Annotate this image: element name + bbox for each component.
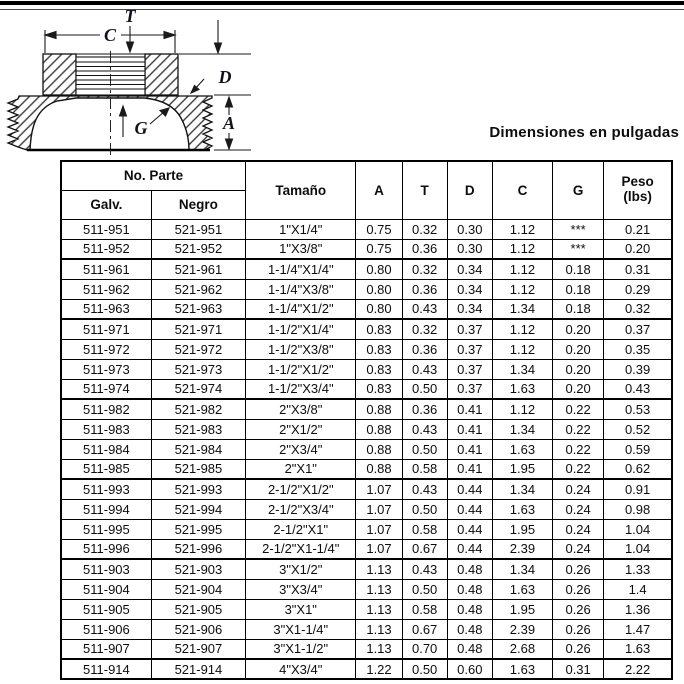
table-cell: 1.34 [492, 419, 552, 439]
table-cell: 1.63 [492, 379, 552, 399]
table-cell: 1.34 [492, 299, 552, 319]
table-cell: 0.18 [553, 259, 604, 279]
table-cell: 1.12 [492, 319, 552, 339]
dim-label-g: G [134, 118, 148, 138]
dim-label-c: C [103, 25, 117, 45]
table-row [61, 499, 672, 519]
table-cell: 0.35 [604, 339, 672, 359]
table-row [61, 279, 672, 299]
table-cell: 0.80 [356, 279, 402, 299]
table-cell: 2-1/2"X3/4" [246, 499, 356, 519]
table-cell: 0.37 [447, 339, 492, 359]
table-cell: 511-903 [61, 559, 151, 579]
table-cell: 0.36 [402, 239, 447, 259]
table-cell: 0.32 [402, 259, 447, 279]
table-cell: 511-995 [61, 519, 151, 539]
table-cell: 0.83 [356, 339, 402, 359]
table-cell: 1.07 [356, 539, 402, 559]
table-cell: 0.36 [402, 279, 447, 299]
table-cell: 521-952 [151, 239, 245, 259]
table-cell: 1.12 [492, 239, 552, 259]
table-row [61, 239, 672, 259]
fitting-upper-left-block [43, 54, 76, 95]
table-cell: 3"X3/4" [246, 579, 356, 599]
table-cell: 0.18 [553, 279, 604, 299]
table-cell: 0.29 [604, 279, 672, 299]
table-cell: 511-994 [61, 499, 151, 519]
table-cell: 521-984 [151, 439, 245, 459]
table-cell: 1.63 [492, 439, 552, 459]
table-cell: 0.75 [356, 239, 402, 259]
table-cell: 511-914 [61, 659, 151, 679]
table-cell: 0.50 [402, 439, 447, 459]
table-cell: 0.83 [356, 379, 402, 399]
table-cell: 1.07 [356, 479, 402, 499]
table-cell: 0.58 [402, 519, 447, 539]
table-cell: 2.39 [492, 619, 552, 639]
table-cell: 0.58 [402, 599, 447, 619]
table-cell: 1.95 [492, 519, 552, 539]
table-cell: 0.62 [604, 459, 672, 479]
table-cell: 0.37 [447, 359, 492, 379]
table-cell: 0.24 [553, 519, 604, 539]
table-cell: 0.50 [402, 379, 447, 399]
table-cell: 1.12 [492, 399, 552, 419]
table-cell: 0.43 [402, 479, 447, 499]
table-cell: 0.32 [402, 219, 447, 239]
dim-label-t: T [124, 7, 136, 26]
table-cell: 2"X1/2" [246, 419, 356, 439]
table-cell: 0.41 [447, 459, 492, 479]
table-cell: 521-951 [151, 219, 245, 239]
table-cell: 0.50 [402, 499, 447, 519]
col-header-t: T [402, 161, 447, 219]
table-cell: 1.12 [492, 219, 552, 239]
table-cell: 511-905 [61, 599, 151, 619]
table-cell: 511-962 [61, 279, 151, 299]
table-cell: 0.37 [604, 319, 672, 339]
table-cell: 0.48 [447, 599, 492, 619]
table-cell: 521-983 [151, 419, 245, 439]
table-cell: 1.13 [356, 579, 402, 599]
table-cell: 0.98 [604, 499, 672, 519]
table-cell: 1-1/4"X1/4" [246, 259, 356, 279]
table-cell: 1-1/2"X1/2" [246, 359, 356, 379]
table-cell: 0.18 [553, 299, 604, 319]
table-cell: 0.44 [447, 499, 492, 519]
table-cell: 1-1/4"X1/2" [246, 299, 356, 319]
dimensions-table [60, 160, 673, 680]
fitting-upper-right-block [145, 54, 178, 95]
table-cell: 0.52 [604, 419, 672, 439]
table-cell: 0.43 [402, 419, 447, 439]
table-cell: 1.34 [492, 359, 552, 379]
table-cell: 521-914 [151, 659, 245, 679]
col-header-tamano: Tamaño [246, 161, 356, 219]
table-cell: 1.95 [492, 459, 552, 479]
table-cell: 0.43 [402, 299, 447, 319]
table-cell: 0.22 [553, 419, 604, 439]
table-row [61, 539, 672, 559]
table-cell: 0.41 [447, 419, 492, 439]
table-cell: 0.26 [553, 599, 604, 619]
table-cell: 1.4 [604, 579, 672, 599]
table-cell: 511-972 [61, 339, 151, 359]
table-cell: 0.36 [402, 339, 447, 359]
table-cell: 0.34 [447, 279, 492, 299]
col-header-a: A [356, 161, 402, 219]
table-cell: 0.44 [447, 519, 492, 539]
table-cell: 521-972 [151, 339, 245, 359]
table-cell: 0.80 [356, 299, 402, 319]
table-cell: 521-996 [151, 539, 245, 559]
col-header-g: G [553, 161, 604, 219]
table-cell: 0.88 [356, 459, 402, 479]
table-cell: 521-974 [151, 379, 245, 399]
table-cell: 0.88 [356, 399, 402, 419]
table-row [61, 259, 672, 279]
table-header [61, 161, 672, 219]
table-cell: 2-1/2"X1-1/4" [246, 539, 356, 559]
table-cell: 521-973 [151, 359, 245, 379]
table-cell: 1.04 [604, 539, 672, 559]
table-row [61, 219, 672, 239]
table-cell: 0.26 [553, 559, 604, 579]
table-cell: 0.88 [356, 419, 402, 439]
table-cell: 511-973 [61, 359, 151, 379]
table-cell: 0.26 [553, 639, 604, 659]
table-cell: 521-993 [151, 479, 245, 499]
table-cell: 2.68 [492, 639, 552, 659]
table-cell: 1.34 [492, 559, 552, 579]
col-header-c: C [492, 161, 552, 219]
table-cell: 0.30 [447, 239, 492, 259]
table-cell: 1.07 [356, 499, 402, 519]
table-cell: 2"X3/4" [246, 439, 356, 459]
table-cell: 521-905 [151, 599, 245, 619]
table-cell: 0.30 [447, 219, 492, 239]
table-cell: 0.43 [604, 379, 672, 399]
table-cell: 1.13 [356, 619, 402, 639]
table-cell: 1-1/2"X3/4" [246, 379, 356, 399]
units-caption: Dimensiones en pulgadas [489, 124, 679, 141]
table-cell: 0.91 [604, 479, 672, 499]
table-cell: 1.33 [604, 559, 672, 579]
table-cell: 0.75 [356, 219, 402, 239]
table-row [61, 319, 672, 339]
table-cell: 521-963 [151, 299, 245, 319]
table-cell: 521-982 [151, 399, 245, 419]
table-cell: 1.36 [604, 599, 672, 619]
dim-label-a: A [222, 113, 236, 133]
table-cell: 511-906 [61, 619, 151, 639]
table-row [61, 339, 672, 359]
table-cell: 3"X1-1/4" [246, 619, 356, 639]
table-cell: 0.31 [553, 659, 604, 679]
table-cell: 1.04 [604, 519, 672, 539]
table-cell: 0.34 [447, 259, 492, 279]
table-cell: 1.34 [492, 479, 552, 499]
table-cell: 521-903 [151, 559, 245, 579]
table-cell: 511-961 [61, 259, 151, 279]
table-row [61, 559, 672, 579]
top-rule-thick [0, 1, 684, 5]
table-cell: 1-1/2"X1/4" [246, 319, 356, 339]
col-header-no-parte: No. Parte [61, 161, 246, 190]
table-cell: 0.20 [604, 239, 672, 259]
table-cell: 0.44 [447, 479, 492, 499]
table-cell: 0.43 [402, 359, 447, 379]
table-cell: 511-904 [61, 579, 151, 599]
table-row [61, 459, 672, 479]
table-cell: 0.31 [604, 259, 672, 279]
table-cell: 1.13 [356, 559, 402, 579]
table-cell: 0.88 [356, 439, 402, 459]
table-cell: 0.21 [604, 219, 672, 239]
table-cell: 0.32 [604, 299, 672, 319]
table-cell: 4"X3/4" [246, 659, 356, 679]
col-header-galv: Galv. [61, 190, 151, 219]
table-cell: 0.48 [447, 559, 492, 579]
table-cell: 0.50 [402, 659, 447, 679]
table-cell: 511-982 [61, 399, 151, 419]
table-cell: 0.36 [402, 399, 447, 419]
table-cell: 1.12 [492, 259, 552, 279]
table-cell: 0.37 [447, 379, 492, 399]
table-cell: 1.95 [492, 599, 552, 619]
table-cell: 0.67 [402, 539, 447, 559]
table-cell: 0.20 [553, 339, 604, 359]
table-cell: 0.70 [402, 639, 447, 659]
table-cell: 1.63 [604, 639, 672, 659]
table-cell: 521-971 [151, 319, 245, 339]
table-cell: 0.53 [604, 399, 672, 419]
table-cell: 0.26 [553, 579, 604, 599]
table-cell: 0.41 [447, 399, 492, 419]
table-cell: 521-906 [151, 619, 245, 639]
table-row [61, 359, 672, 379]
table-cell: 0.32 [402, 319, 447, 339]
table-row [61, 639, 672, 659]
table-cell: 1.47 [604, 619, 672, 639]
fitting-diagram [5, 7, 255, 159]
table-cell: 0.22 [553, 439, 604, 459]
table-cell: 1-1/4"X3/8" [246, 279, 356, 299]
table-cell: 1.13 [356, 599, 402, 619]
table-cell: 0.80 [356, 259, 402, 279]
table-cell: 1.63 [492, 579, 552, 599]
table-cell: 521-962 [151, 279, 245, 299]
table-cell: 3"X1" [246, 599, 356, 619]
table-cell: 511-984 [61, 439, 151, 459]
table-cell: 2-1/2"X1" [246, 519, 356, 539]
table-cell: 2-1/2"X1/2" [246, 479, 356, 499]
table-cell: 0.43 [402, 559, 447, 579]
table-cell: 511-971 [61, 319, 151, 339]
table-row [61, 579, 672, 599]
col-header-peso-line2: (lbs) [623, 189, 652, 205]
table-cell: 0.26 [553, 619, 604, 639]
table-cell: 0.20 [553, 359, 604, 379]
table-cell: 0.39 [604, 359, 672, 379]
table-row [61, 619, 672, 639]
table-cell: 2"X3/8" [246, 399, 356, 419]
table-cell: 521-994 [151, 499, 245, 519]
table-cell: 0.50 [402, 579, 447, 599]
table-cell: 0.60 [447, 659, 492, 679]
table-cell: 511-951 [61, 219, 151, 239]
table-row [61, 299, 672, 319]
table-cell: 521-904 [151, 579, 245, 599]
table-cell: 521-961 [151, 259, 245, 279]
fitting-diagram-svg [5, 7, 255, 159]
table-cell: 1.22 [356, 659, 402, 679]
table-cell: 0.22 [553, 459, 604, 479]
table-cell: 511-907 [61, 639, 151, 659]
col-header-d: D [447, 161, 492, 219]
table-cell: 511-983 [61, 419, 151, 439]
table-cell: 521-995 [151, 519, 245, 539]
table-cell: 0.59 [604, 439, 672, 459]
table-cell: 0.48 [447, 619, 492, 639]
table-body [61, 219, 672, 679]
table-cell: 2.39 [492, 539, 552, 559]
table-cell: 0.24 [553, 539, 604, 559]
table-cell: 0.20 [553, 379, 604, 399]
table-cell: 1.12 [492, 279, 552, 299]
table-cell: 0.83 [356, 359, 402, 379]
table-cell: 0.48 [447, 639, 492, 659]
col-header-peso [604, 161, 672, 219]
table-row [61, 519, 672, 539]
table-cell: 0.34 [447, 299, 492, 319]
table-cell: *** [553, 239, 604, 259]
table-cell: 0.24 [553, 479, 604, 499]
table-cell: 511-974 [61, 379, 151, 399]
table-cell: 1.13 [356, 639, 402, 659]
table-cell: *** [553, 219, 604, 239]
table-cell: 521-907 [151, 639, 245, 659]
table-cell: 0.20 [553, 319, 604, 339]
table-row [61, 479, 672, 499]
table-cell: 511-985 [61, 459, 151, 479]
table-cell: 511-993 [61, 479, 151, 499]
table-cell: 0.58 [402, 459, 447, 479]
table-row [61, 599, 672, 619]
table-cell: 1"X3/8" [246, 239, 356, 259]
table-cell: 511-996 [61, 539, 151, 559]
table-cell: 2"X1" [246, 459, 356, 479]
table-row [61, 399, 672, 419]
table-cell: 0.48 [447, 579, 492, 599]
table-cell: 3"X1-1/2" [246, 639, 356, 659]
table-cell: 1-1/2"X3/8" [246, 339, 356, 359]
table-cell: 1.63 [492, 499, 552, 519]
table-row [61, 439, 672, 459]
table-cell: 511-952 [61, 239, 151, 259]
col-header-peso-line1: Peso [621, 174, 654, 190]
table-cell: 0.24 [553, 499, 604, 519]
dim-label-d: D [218, 67, 232, 87]
table-cell: 0.37 [447, 319, 492, 339]
fitting-cavity [30, 98, 189, 150]
table-cell: 1.07 [356, 519, 402, 539]
table-row [61, 379, 672, 399]
table-cell: 0.22 [553, 399, 604, 419]
table-cell: 0.67 [402, 619, 447, 639]
table-cell: 511-963 [61, 299, 151, 319]
table-cell: 1"X1/4" [246, 219, 356, 239]
table-cell: 3"X1/2" [246, 559, 356, 579]
table-cell: 521-985 [151, 459, 245, 479]
table-cell: 0.41 [447, 439, 492, 459]
table-row [61, 419, 672, 439]
table-cell: 0.83 [356, 319, 402, 339]
col-header-negro: Negro [151, 190, 245, 219]
table-cell: 2.22 [604, 659, 672, 679]
table-row [61, 659, 672, 679]
table-cell: 1.63 [492, 659, 552, 679]
table-cell: 0.44 [447, 539, 492, 559]
table-cell: 1.12 [492, 339, 552, 359]
